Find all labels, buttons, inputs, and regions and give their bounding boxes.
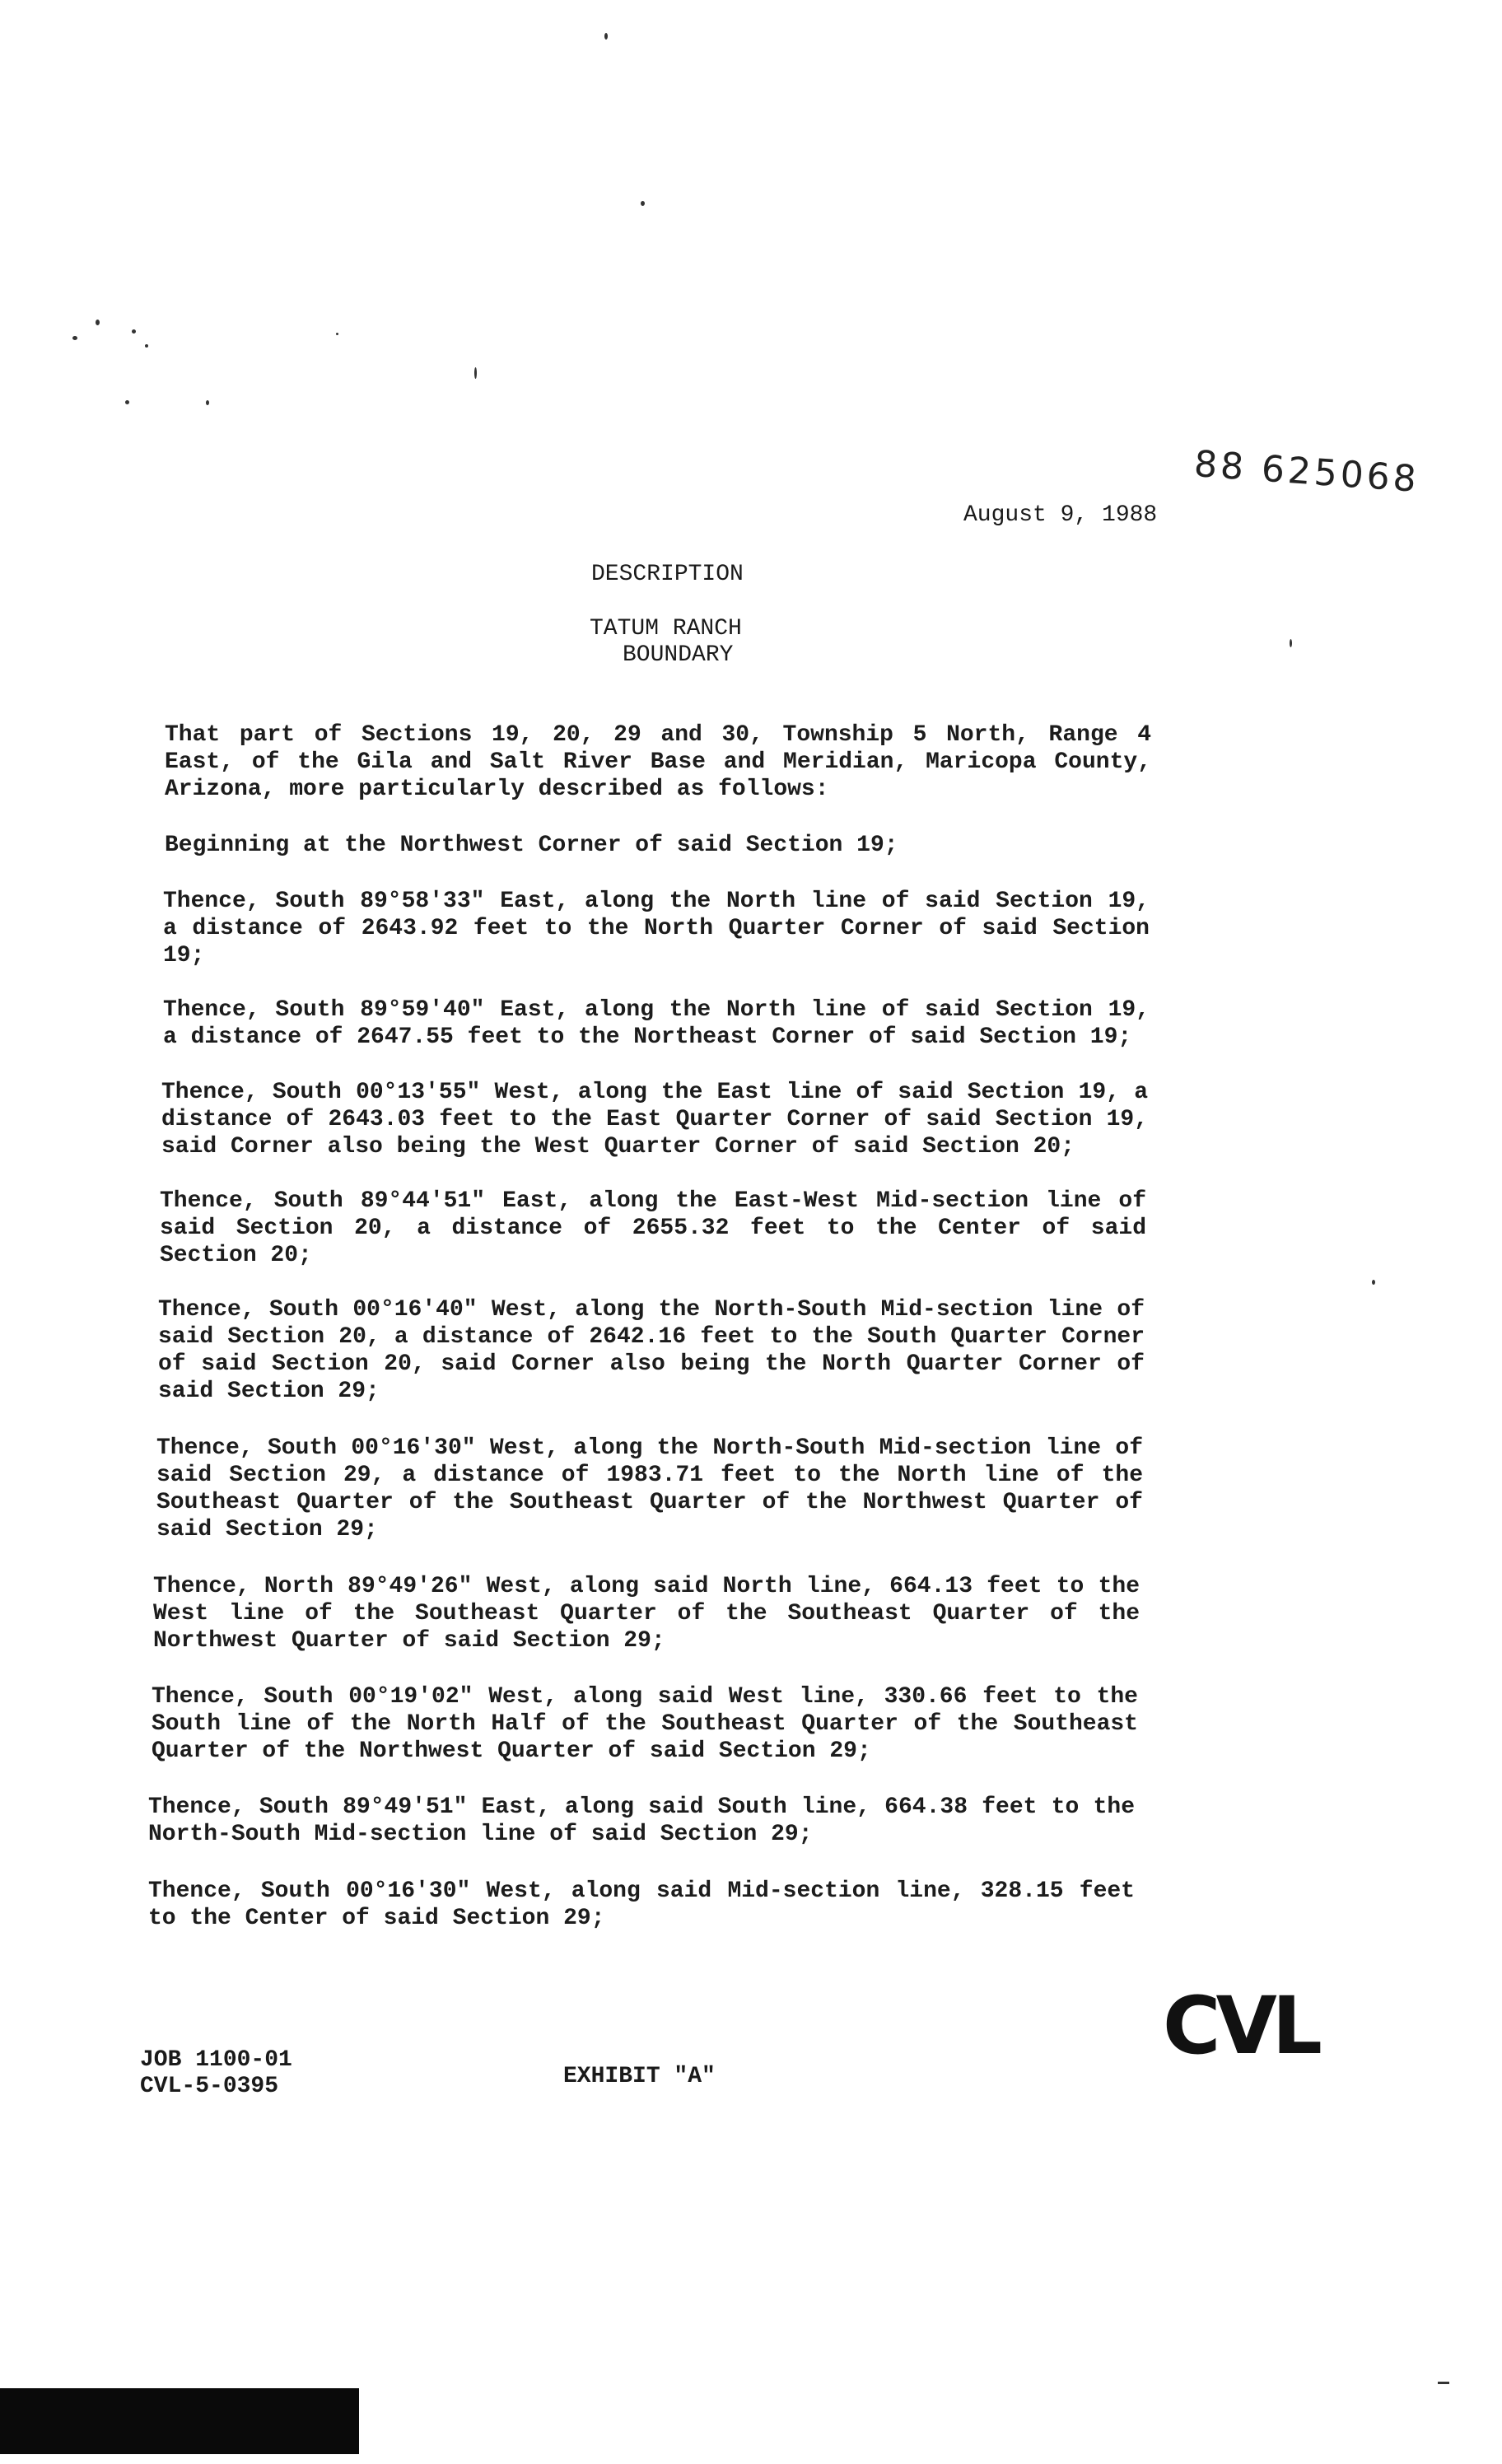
description-paragraph: Thence, South 00°16'30" West, along said Mid-section line, 328.15 feet to the Center of said Section 29; bbox=[148, 1878, 1135, 1931]
cvl-logo: CVL bbox=[1163, 1980, 1318, 2072]
document-date: August 9, 1988 bbox=[963, 502, 1158, 528]
description-paragraph: Thence, South 89°44'51" East, along the East-West Mid-section line of said Section 20, a distance of 2655.32 feet to the Center of said Section 20; bbox=[160, 1188, 1146, 1268]
description-paragraph: Thence, South 89°49'51" East, along said South line, 664.38 feet to the North-South Mid-section line of said Section 29; bbox=[148, 1794, 1135, 1847]
description-paragraph: Thence, South 00°16'30" West, along the North-South Mid-section line of said Section 29, a distance of 1983.71 feet to the North line of the Southeast Quarter of the Southeast Quarter of the Northwest Quarter of said Section 29; bbox=[156, 1435, 1143, 1542]
scan-speck bbox=[1438, 2382, 1449, 2384]
recording-number: 88 625068 bbox=[1192, 443, 1421, 501]
scan-speck bbox=[336, 333, 338, 335]
description-paragraph: Thence, South 00°16'40" West, along the North-South Mid-section line of said Section 20, a distance of 2642.16 feet to the South Quarter Corner of said Section 20, said Corner also being the North Quarter Corner of said Section 29; bbox=[158, 1297, 1145, 1404]
scan-speck bbox=[96, 320, 100, 325]
scan-speck bbox=[125, 400, 129, 404]
redaction-bar bbox=[0, 2388, 359, 2454]
description-paragraph: That part of Sections 19, 20, 29 and 30, Township 5 North, Range 4 East, of the Gila and Salt River Base and Meridian, Maricopa County, Arizona, more particularly described as follows: bbox=[165, 722, 1151, 802]
description-paragraph: Thence, North 89°49'26" West, along said North line, 664.13 feet to the West line of the Southeast Quarter of the Southeast Quarter of the Northwest Quarter of said Section 29; bbox=[153, 1574, 1140, 1654]
job-number: JOB 1100-01 bbox=[140, 2047, 292, 2073]
document-subtitle-line1: TATUM RANCH bbox=[590, 616, 742, 642]
description-paragraph: Thence, South 00°13'55" West, along the East line of said Section 19, a distance of 2643.03 feet to the East Quarter Corner of said Section 19, said Corner also being the West Quarter Corner of said Section 20; bbox=[161, 1080, 1148, 1160]
scan-speck bbox=[1290, 639, 1292, 647]
scan-speck bbox=[604, 33, 608, 40]
description-paragraph: Beginning at the Northwest Corner of said Section 19; bbox=[165, 833, 898, 858]
scan-speck bbox=[145, 344, 148, 348]
exhibit-label: EXHIBIT "A" bbox=[563, 2064, 716, 2089]
document-title: DESCRIPTION bbox=[591, 562, 744, 587]
description-paragraph: Thence, South 89°59'40" East, along the North line of said Section 19, a distance of 2647.55 feet to the Northeast Corner of said Section 19; bbox=[163, 997, 1150, 1050]
file-number: CVL-5-0395 bbox=[140, 2074, 279, 2099]
scan-speck bbox=[1372, 1280, 1375, 1285]
scan-speck bbox=[474, 367, 477, 379]
scan-speck bbox=[132, 329, 136, 334]
scan-speck bbox=[641, 201, 645, 206]
description-paragraph: Thence, South 89°58'33" East, along the North line of said Section 19, a distance of 2643.92 feet to the North Quarter Corner of said Section 19; bbox=[163, 889, 1150, 968]
description-paragraph: Thence, South 00°19'02" West, along said West line, 330.66 feet to the South line of the North Half of the Southeast Quarter of the Southeast Quarter of the Northwest Quarter of said Section 29; bbox=[152, 1684, 1138, 1764]
scan-speck bbox=[206, 400, 209, 405]
document-subtitle-line2: BOUNDARY bbox=[623, 642, 734, 668]
scan-speck bbox=[72, 336, 77, 340]
